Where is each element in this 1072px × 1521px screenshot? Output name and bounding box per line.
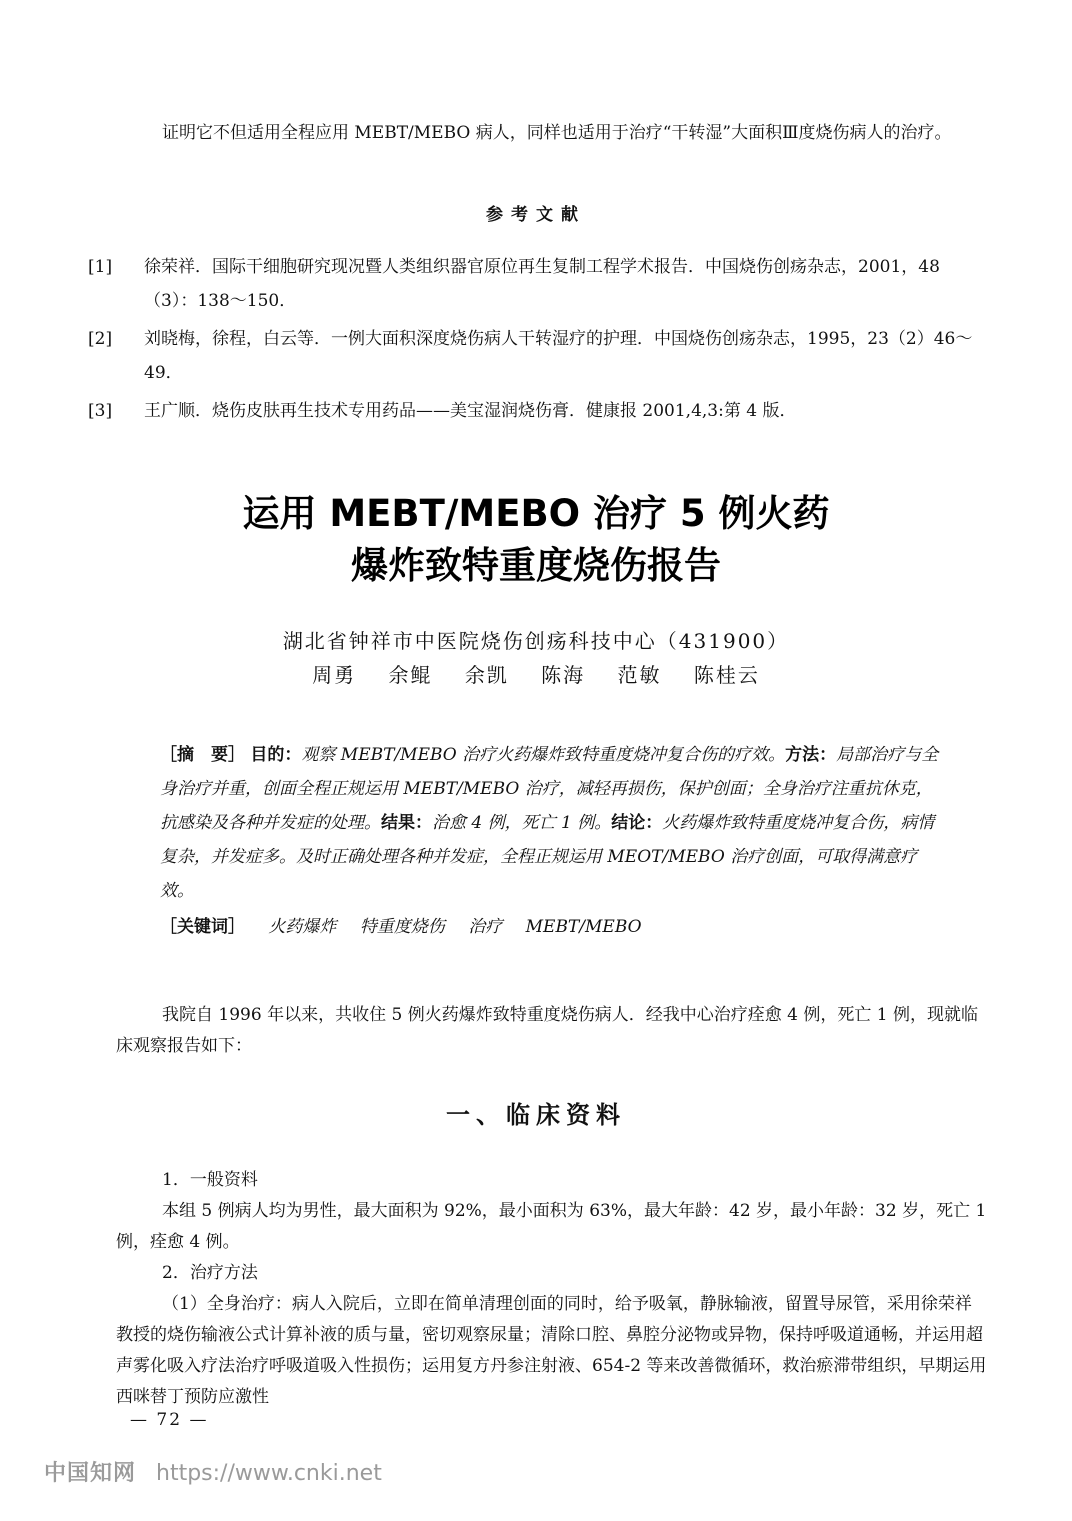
keywords-line bbox=[160, 910, 945, 944]
author: 陈海 bbox=[541, 663, 586, 687]
footer-watermark bbox=[44, 1456, 382, 1487]
keyword: 治疗 bbox=[468, 917, 503, 937]
author-list bbox=[0, 658, 1072, 692]
cnki-logo: 中国知网 bbox=[44, 1461, 137, 1486]
reference-number: [3] bbox=[88, 401, 113, 421]
article-title-line2: 爆炸致特重度烧伤报告 bbox=[351, 544, 721, 587]
reference-item bbox=[88, 250, 988, 318]
intro-paragraph: 我院自 1996 年以来，共收住 5 例火药爆炸致特重度烧伤病人．经我中心治疗痊愈 4 例，死亡 1 例，现就临床观察报告如下： bbox=[116, 1005, 978, 1056]
method-label: 方法： bbox=[785, 745, 837, 765]
article-title-line1: 运用 MEBT/MEBO 治疗 5 例火药 bbox=[242, 492, 830, 535]
article-title bbox=[0, 488, 1072, 592]
method-text: 局部治疗与全身治疗并重，创面全程正规运用 MEBT/MEBO 治疗，减轻再损伤，保护创面；全身治疗注重抗休克，抗感染及各种并发症的处理。 bbox=[160, 745, 939, 833]
abstract bbox=[160, 738, 945, 944]
reference-item bbox=[88, 322, 988, 390]
affiliation-block bbox=[0, 624, 1072, 692]
keyword: MEBT/MEBO bbox=[525, 917, 642, 937]
conclusion-label: 结论： bbox=[611, 813, 663, 833]
subheading-treatment: 2．治疗方法 bbox=[162, 1263, 258, 1283]
references-list bbox=[88, 250, 988, 432]
author: 余鲲 bbox=[388, 663, 433, 687]
reference-number: [2] bbox=[88, 329, 113, 349]
page-number: — 72 — bbox=[130, 1410, 209, 1430]
result-label: 结果： bbox=[381, 813, 432, 833]
author: 周勇 bbox=[312, 663, 357, 687]
cnki-url: https://www.cnki.net bbox=[156, 1461, 382, 1486]
reference-text: 徐荣祥．国际干细胞研究现况暨人类组织器官原位再生复制工程学术报告．中国烧伤创疡杂志，2001，48（3）：138～150． bbox=[144, 257, 940, 311]
abstract-label: ［摘 要］ bbox=[160, 745, 245, 765]
reference-item bbox=[88, 394, 988, 428]
reference-text: 刘晓梅，徐程，白云等．一例大面积深度烧伤病人干转湿疗的护理．中国烧伤创疡杂志，1995，23（2）46～49． bbox=[144, 329, 973, 383]
purpose-label: 目的： bbox=[250, 745, 302, 765]
author: 陈桂云 bbox=[693, 663, 760, 687]
author: 余凯 bbox=[464, 663, 509, 687]
reference-text: 王广顺．烧伤皮肤再生技术专用药品——美宝湿润烧伤膏．健康报 2001,4,3:第 4 版． bbox=[144, 401, 797, 421]
author: 范敏 bbox=[617, 663, 662, 687]
purpose-text: 观察 MEBT/MEBO 治疗火药爆炸致特重度烧冲复合伤的疗效。 bbox=[301, 745, 786, 765]
treatment-paragraph: （1）全身治疗：病人入院后，立即在简单清理创面的同时，给予吸氧，静脉输液，留置导尿管，采用徐荣祥教授的烧伤输液公式计算补液的质与量，密切观察尿量；清除口腔、鼻腔分泌物或异物，保持呼吸道通畅，并运用超声雾化吸入疗法治疗呼吸道吸入性损伤；运用复方丹参注射液、654-2 等来改善微循环，救治瘀滞带组织，早期运用西咪替丁预防应激性 bbox=[116, 1294, 987, 1407]
abstract-body bbox=[160, 738, 945, 908]
keyword: 特重度烧伤 bbox=[359, 917, 445, 937]
reference-number: [1] bbox=[88, 257, 113, 277]
keywords-label: ［关键词］ bbox=[160, 917, 245, 937]
continuation-paragraph: 证明它不但适用全程应用 MEBT/MEBO 病人，同样也适用于治疗“干转湿”大面积Ⅲ度烧伤病人的治疗。 bbox=[162, 123, 952, 143]
references-heading: 参考文献 bbox=[486, 205, 586, 225]
section-heading: 一、临床资料 bbox=[446, 1101, 626, 1129]
conclusion-text: 火药爆炸致特重度烧冲复合伤，病情复杂，并发症多。及时正确处理各种并发症，全程正规运用 MEOT/MEBO 治疗创面，可取得满意疗效。 bbox=[160, 813, 935, 901]
subheading-general: 1．一般资料 bbox=[162, 1170, 258, 1190]
result-text: 治愈 4 例，死亡 1 例。 bbox=[432, 813, 612, 833]
affiliation: 湖北省钟祥市中医院烧伤创疡科技中心（431900） bbox=[282, 629, 790, 653]
general-paragraph: 本组 5 例病人均为男性，最大面积为 92%，最小面积为 63%，最大年龄：42 岁，最小年龄：32 岁，死亡 1 例，痊愈 4 例。 bbox=[116, 1201, 987, 1252]
keyword: 火药爆炸 bbox=[268, 917, 337, 937]
section-body bbox=[116, 1165, 988, 1413]
